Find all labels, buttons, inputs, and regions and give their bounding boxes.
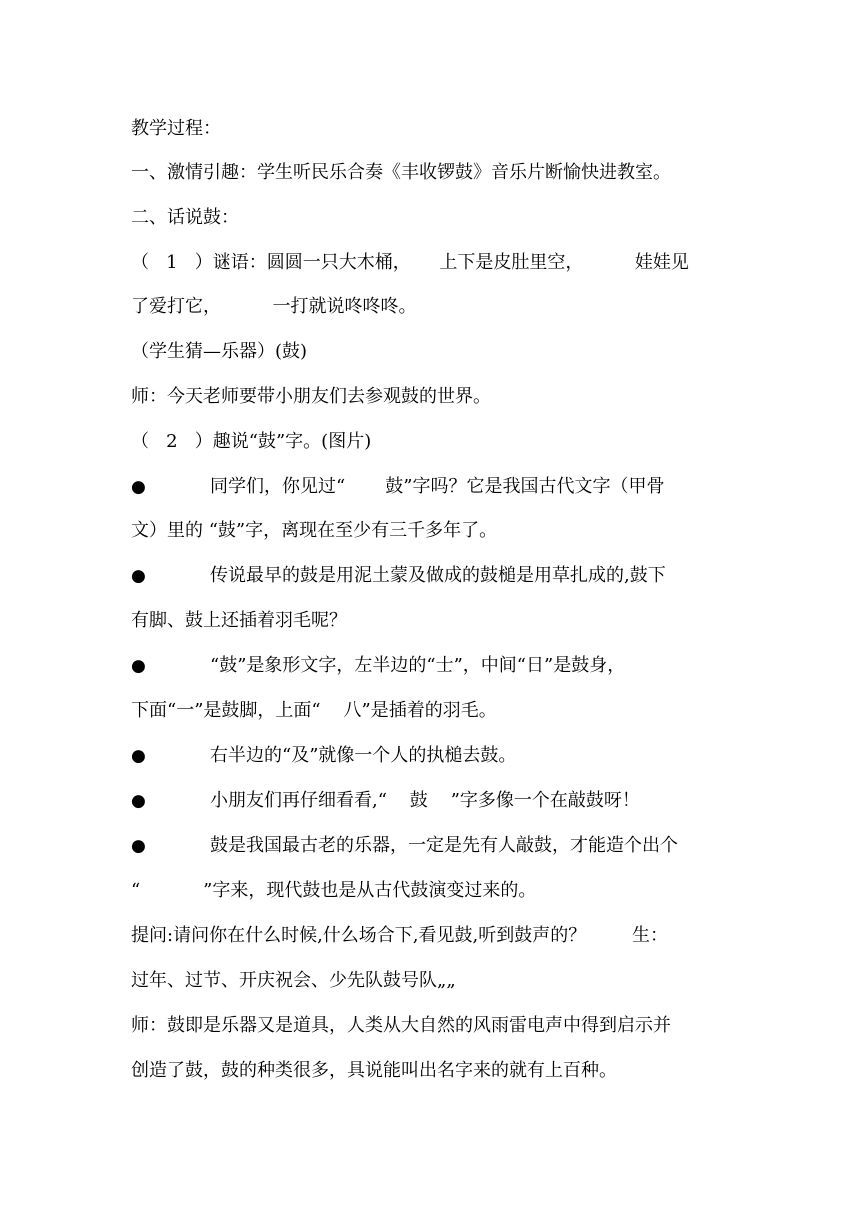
- bullet-2-line-2: 有脚、鼓上还插着羽毛呢？: [131, 610, 347, 631]
- bullet-1-line-2: 文）里的 “鼓”字，离现在至少有三千多年了。: [131, 520, 498, 541]
- guess-line: （学生猜—乐器）(鼓): [131, 341, 308, 362]
- bullet-dot: ●: [131, 566, 146, 586]
- teacher-2-line-2: 创造了鼓，鼓的种类很多，具说能叫出名字来的就有上百种。: [131, 1060, 617, 1081]
- item-2-line: （ 2 ）趣说“鼓”字。(图片): [131, 431, 372, 452]
- bullet-4-line-1: 右半边的“及”就像一个人的执槌去鼓。: [210, 745, 517, 766]
- teacher-2-line-1: 师：鼓即是乐器又是道具，人类从大自然的风雨雷电声中得到启示并: [131, 1015, 671, 1036]
- bullet-dot: ●: [131, 656, 146, 676]
- bullet-5-line-1: 小朋友们再仔细看看,“ 鼓 ”字多像一个在敲鼓呀！: [210, 790, 640, 811]
- section-2: 二、话说鼓：: [131, 207, 239, 228]
- bullet-dot: ●: [131, 791, 146, 811]
- bullet-dot: ●: [131, 836, 146, 856]
- question-line-1: 提问:请问你在什么时候,什么场合下,看见鼓,听到鼓声的？ 生：: [131, 925, 669, 946]
- bullet-dot: ●: [131, 746, 146, 766]
- riddle-line-2: 了爱打它， 一打就说咚咚咚。: [131, 296, 417, 317]
- bullet-3-line-1: “鼓”是象形文字，左半边的“士”，中间“日”是鼓身，: [210, 655, 626, 676]
- bullet-6-line-1: 鼓是我国最古老的乐器，一定是先有人敲鼓，才能造个出个: [210, 835, 678, 856]
- riddle-line-1: （ 1 ）谜语：圆圆一只大木桶， 上下是皮肚里空， 娃娃见: [131, 252, 689, 273]
- bullet-6-line-2: “ ”字来，现代鼓也是从古代鼓演变过来的。: [131, 880, 537, 901]
- bullet-1-line-1: 同学们，你见过“ 鼓”字吗？它是我国古代文字（甲骨: [210, 476, 665, 497]
- heading: 教学过程：: [131, 118, 221, 139]
- section-1: 一、激情引趣：学生听民乐合奏《丰收锣鼓》音乐片断愉快进教室。: [131, 162, 671, 183]
- teacher-line-1: 师：今天老师要带小朋友们去参观鼓的世界。: [131, 386, 491, 407]
- bullet-2-line-1: 传说最早的鼓是用泥土蒙及做成的鼓槌是用草扎成的,鼓下: [210, 565, 666, 586]
- question-line-2: 过年、过节、开庆祝会、少先队鼓号队„„: [131, 970, 456, 991]
- bullet-dot: ●: [131, 477, 146, 497]
- bullet-3-line-2: 下面“一”是鼓脚，上面“ 八”是插着的羽毛。: [131, 700, 497, 721]
